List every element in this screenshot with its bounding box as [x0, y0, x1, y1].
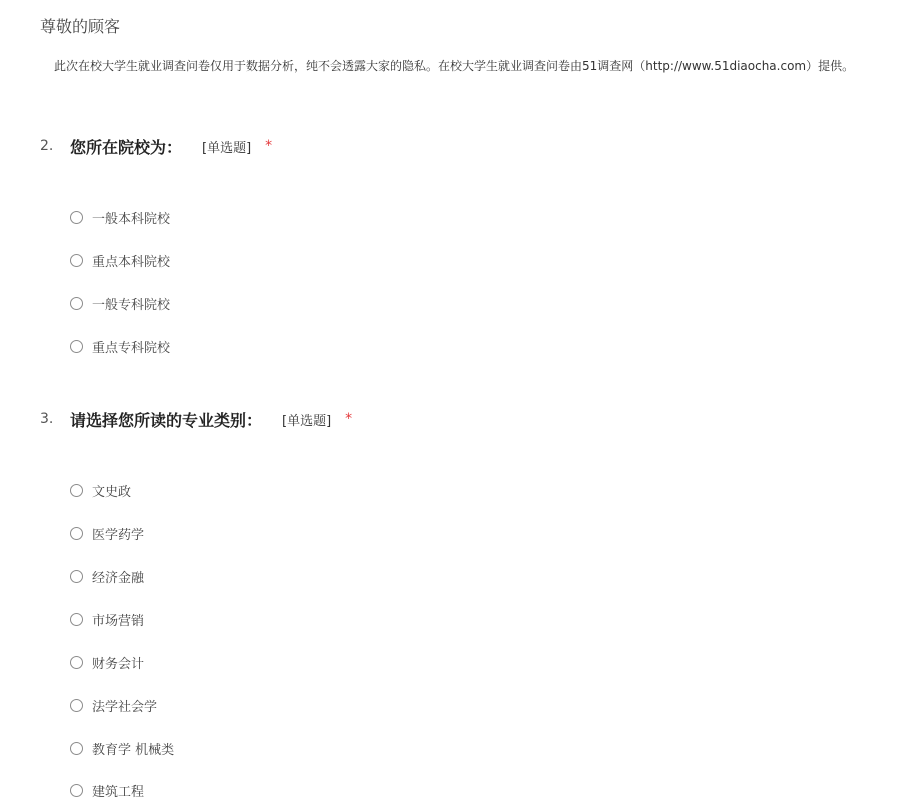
radio-button[interactable] [70, 613, 83, 626]
radio-button[interactable] [70, 699, 83, 712]
question-type-label: [单选题] [202, 140, 252, 156]
radio-button[interactable] [70, 570, 83, 583]
required-marker: * [265, 138, 273, 154]
option-q3-4[interactable] [70, 609, 144, 629]
option-label: 文史政 [92, 484, 132, 500]
question-header [40, 407, 352, 431]
option-q3-3[interactable] [70, 566, 144, 586]
radio-button[interactable] [70, 340, 83, 353]
option-label: 经济金融 [92, 570, 145, 586]
option-q3-5[interactable] [70, 652, 144, 672]
option-q3-7[interactable] [70, 738, 174, 758]
question-type-label: [单选题] [282, 413, 332, 429]
radio-button[interactable] [70, 297, 83, 310]
question-title: 您所在院校为： [70, 137, 183, 157]
option-q3-1[interactable] [70, 480, 131, 500]
option-label: 建筑工程 [92, 784, 145, 800]
option-label: 医学药学 [92, 527, 145, 543]
radio-button[interactable] [70, 742, 83, 755]
option-q3-8[interactable] [70, 780, 144, 800]
option-label: 重点本科院校 [92, 254, 171, 270]
option-label: 市场营销 [92, 613, 145, 629]
option-q3-6[interactable] [70, 695, 157, 715]
option-label: 法学社会学 [92, 699, 158, 715]
radio-button[interactable] [70, 254, 83, 267]
option-label: 教育学 机械类 [92, 742, 175, 758]
option-label: 财务会计 [92, 656, 145, 672]
radio-button[interactable] [70, 656, 83, 669]
radio-button[interactable] [70, 211, 83, 224]
option-q3-2[interactable] [70, 523, 144, 543]
radio-button[interactable] [70, 784, 83, 797]
survey-intro-text: 此次在校大学生就业调查问卷仅用于数据分析，纯不会透露大家的隐私。在校大学生就业调查问卷由51调查网（http://www.51diaocha.com）提供。 [54, 59, 855, 73]
radio-button[interactable] [70, 484, 83, 497]
option-q2-2[interactable] [70, 250, 170, 270]
option-q2-3[interactable] [70, 293, 170, 313]
question-header [40, 134, 272, 158]
option-label: 重点专科院校 [92, 340, 171, 356]
required-marker: * [345, 411, 353, 427]
question-number: 3. [40, 411, 54, 427]
radio-button[interactable] [70, 527, 83, 540]
option-q2-1[interactable] [70, 207, 170, 227]
option-label: 一般本科院校 [92, 211, 171, 227]
question-title: 请选择您所读的专业类别： [70, 410, 263, 430]
option-q2-4[interactable] [70, 336, 170, 356]
option-label: 一般专科院校 [92, 297, 171, 313]
question-number: 2. [40, 138, 54, 154]
greeting-text: 尊敬的顾客 [40, 17, 121, 36]
